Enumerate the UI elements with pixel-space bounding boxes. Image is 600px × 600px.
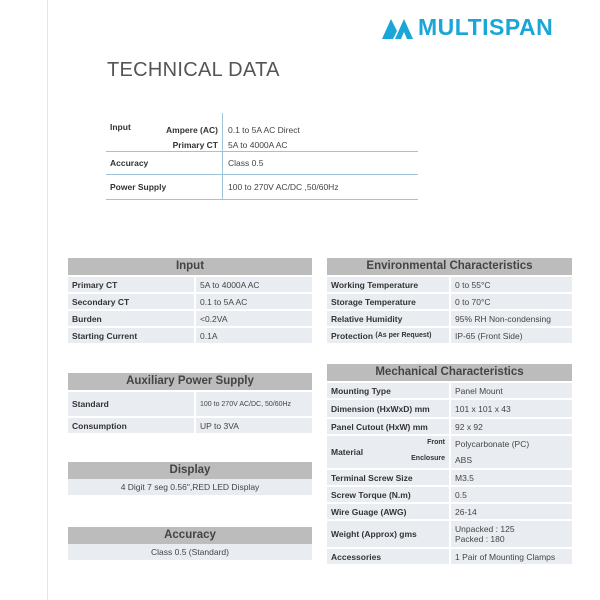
weight-unpacked: Unpacked : 125: [455, 524, 515, 534]
aux-power-table: [68, 373, 312, 433]
brand-logo: [382, 14, 553, 41]
row-value: [449, 521, 519, 547]
row-value: 100 to 270V AC/DC, 50/60Hz: [194, 392, 304, 416]
table-row: [327, 468, 572, 485]
row-label: [327, 328, 449, 343]
mechanical-header: Mechanical Characteristics: [327, 364, 572, 381]
row-value: Panel Mount: [449, 383, 507, 398]
row-label: [327, 436, 449, 468]
row-value: 0.1A: [194, 328, 222, 343]
table-row-material: [327, 434, 572, 468]
table-row: [327, 485, 572, 502]
aux-power-header: Auxiliary Power Supply: [68, 373, 312, 390]
row-value: 0.1 to 5A AC: [194, 294, 251, 309]
row-value: 1 Pair of Mounting Clamps: [449, 549, 559, 564]
row-label: Dimension (HxWxD) mm: [331, 403, 430, 414]
summary-row-input: [106, 113, 418, 152]
multispan-logo-icon: [382, 17, 416, 39]
material-front-label: Front: [427, 439, 445, 446]
row-label: Terminal Screw Size: [331, 472, 413, 483]
summary-row-power: [106, 175, 418, 200]
table-row: [327, 398, 572, 417]
input-table-header: Input: [68, 258, 312, 275]
display-value: 4 Digit 7 seg 0.56",RED LED Display: [68, 479, 312, 495]
row-value: 0 to 70°C: [449, 294, 495, 309]
row-label: Relative Humidity: [331, 313, 403, 324]
row-value: <0.2VA: [194, 311, 232, 326]
material-front-value: Polycarbonate (PC): [455, 439, 530, 449]
row-label: Weight (Approx) gms: [331, 529, 417, 539]
row-label: Accessories: [331, 551, 382, 562]
summary-primary-ct-value: 5A to 4000A AC: [228, 140, 288, 150]
table-row: [327, 547, 572, 564]
row-value: 5A to 4000A AC: [194, 277, 264, 292]
table-row: [327, 381, 572, 398]
row-value: 0 to 55°C: [449, 277, 495, 292]
row-value: 26-14: [449, 504, 481, 519]
row-label: Storage Temperature: [331, 296, 416, 307]
environmental-header: Environmental Characteristics: [327, 258, 572, 275]
table-row: [68, 390, 312, 416]
summary-accuracy-value: Class 0.5: [228, 158, 264, 168]
display-header: Display: [68, 462, 312, 479]
summary-input-label: Input: [110, 122, 131, 132]
row-label: Consumption: [72, 420, 127, 431]
summary-ampere-label: Ampere (AC): [166, 125, 218, 135]
table-row: [327, 519, 572, 547]
row-value: UP to 3VA: [194, 418, 243, 433]
summary-power-value: 100 to 270V AC/DC ,50/60Hz: [228, 182, 339, 192]
table-row: [327, 275, 572, 292]
display-table: [68, 462, 312, 495]
row-value: 0.5: [449, 487, 471, 502]
table-row: [68, 416, 312, 433]
summary-row-accuracy: [106, 152, 418, 175]
summary-ampere-value: 0.1 to 5A AC Direct: [228, 125, 300, 135]
row-label: Screw Torque (N.m): [331, 489, 411, 500]
table-row: [327, 309, 572, 326]
summary-primary-ct-label: Primary CT: [172, 140, 218, 150]
material-enclosure-label: Enclosure: [411, 455, 445, 462]
table-row: [327, 292, 572, 309]
accuracy-table: [68, 527, 312, 560]
row-value: IP-65 (Front Side): [449, 328, 527, 343]
row-label: Primary CT: [72, 279, 118, 290]
row-label: Panel Cutout (HxW) mm: [331, 421, 428, 432]
row-label: Working Temperature: [331, 279, 419, 290]
summary-power-label: Power Supply: [110, 182, 167, 192]
material-label: Material: [331, 447, 364, 457]
accuracy-header: Accuracy: [68, 527, 312, 544]
table-row: [327, 417, 572, 434]
page-title: TECHNICAL DATA: [107, 59, 280, 81]
row-value: 95% RH Non-condensing: [449, 311, 555, 326]
brand-name: MULTISPAN: [418, 14, 554, 40]
row-label: Secondary CT: [72, 296, 130, 307]
table-row: [68, 309, 312, 326]
row-value: 92 x 92: [449, 419, 487, 434]
row-value: 101 x 101 x 43: [449, 400, 515, 417]
summary-table: [106, 113, 418, 200]
table-row: [68, 326, 312, 343]
row-value: M3.5: [449, 470, 478, 485]
row-label: Standard: [72, 399, 109, 409]
row-value: [449, 436, 533, 468]
environmental-table: [327, 258, 572, 343]
protection-note: (As per Request): [375, 332, 432, 339]
row-label: Burden: [72, 313, 102, 324]
mechanical-table: [327, 364, 572, 564]
protection-label: Protection: [331, 330, 374, 341]
summary-accuracy-label: Accuracy: [110, 158, 149, 168]
row-label: Wire Guage (AWG): [331, 506, 407, 517]
row-label: Starting Current: [72, 330, 138, 341]
input-table: [68, 258, 312, 343]
table-row: [327, 326, 572, 343]
accuracy-value: Class 0.5 (Standard): [68, 544, 312, 560]
table-row: [327, 502, 572, 519]
material-enclosure-value: ABS: [455, 455, 473, 465]
row-label: Mounting Type: [331, 385, 391, 396]
table-row: [68, 292, 312, 309]
weight-packed: Packed : 180: [455, 534, 505, 544]
table-row: [68, 275, 312, 292]
